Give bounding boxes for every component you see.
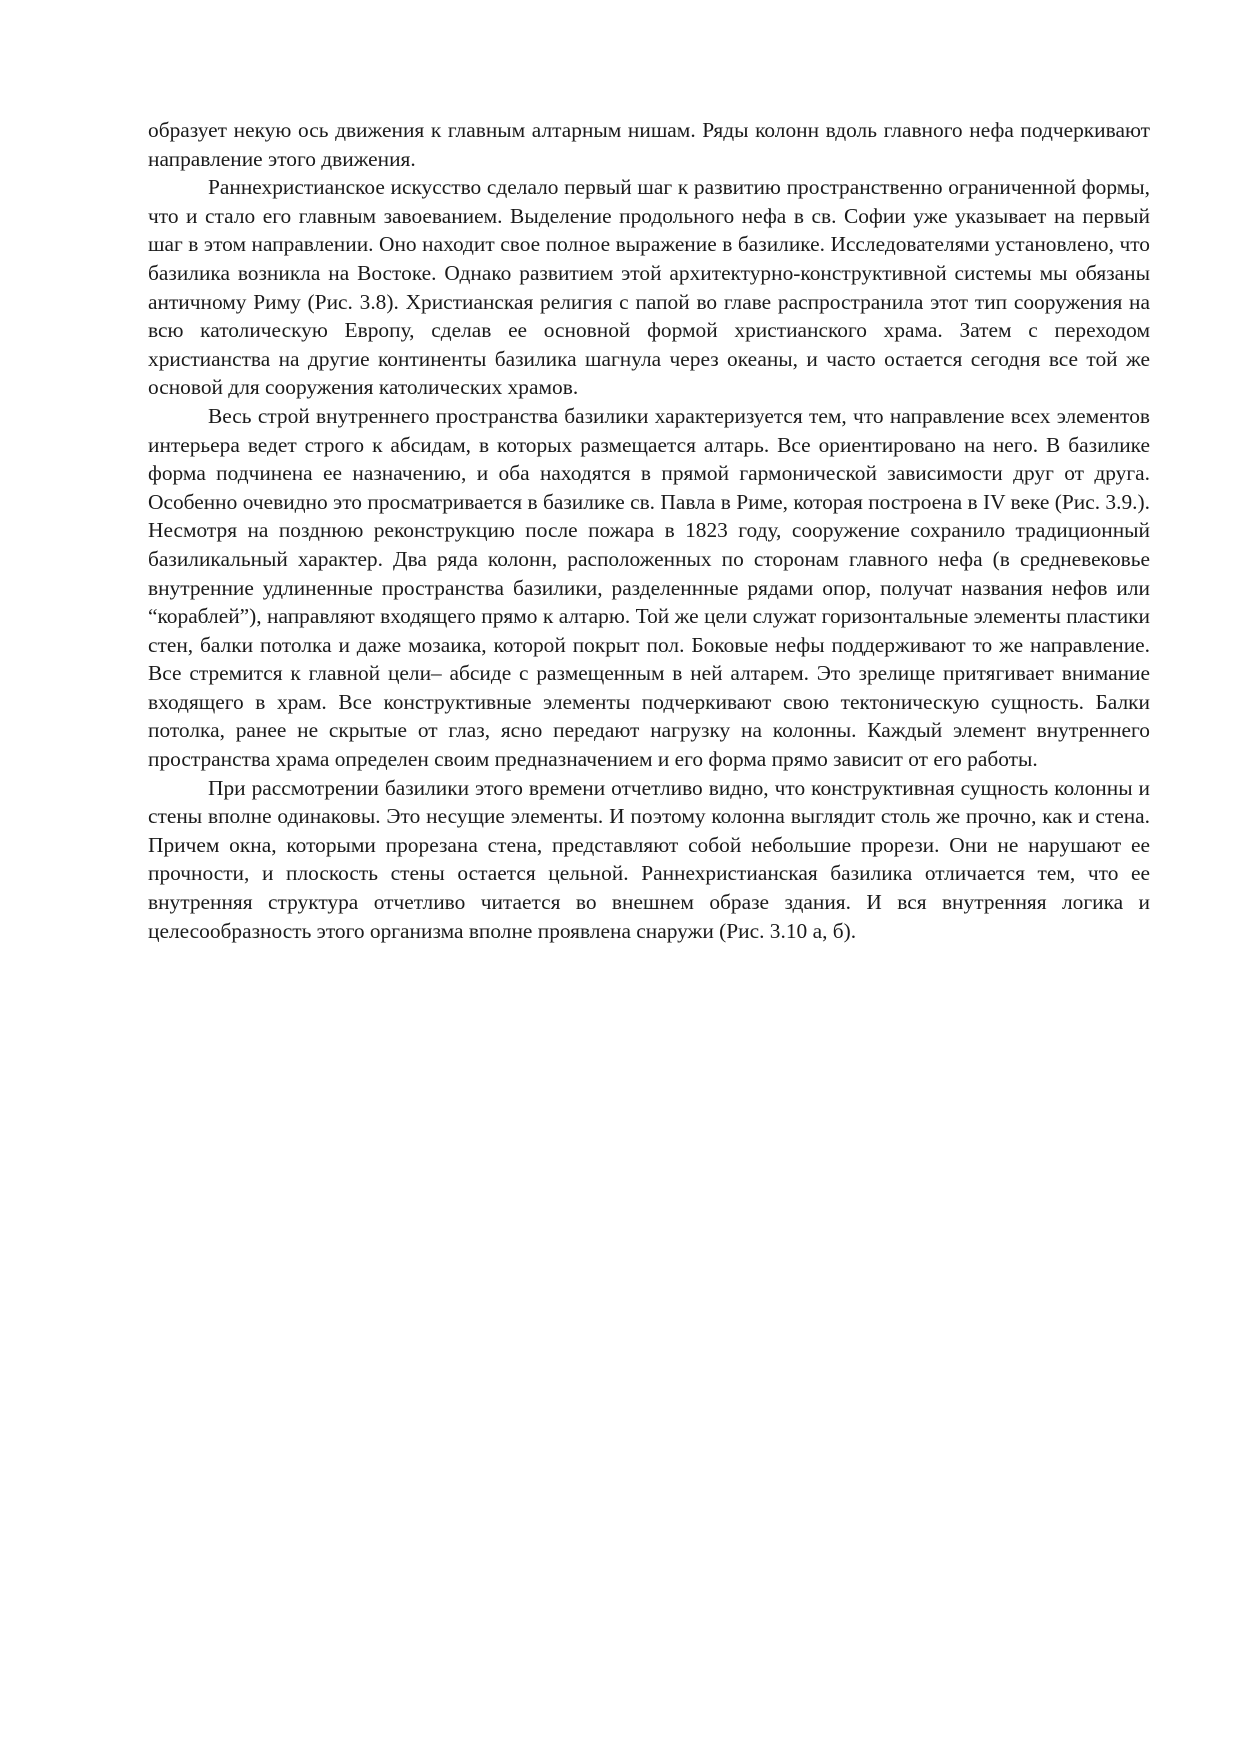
paragraph-column-and-wall: При рассмотрении базилики этого времени отчетливо видно, что конструктивная сущность колонны и стены вполне одинаковы. Это несущие элементы. И поэтому колонна выглядит столь же прочно, как и стена. Причем окна, которыми прорезана стена, представляют собой небольшие прорези. Они не нарушают ее прочности, и плоскость стены остается цельной. Раннехристианская базилика отличается тем, что ее внутренняя структура отчетливо читается во внешнем образе здания. И вся внутренняя логика и целесообразность этого организма вполне проявлена снаружи (Рис. 3.10 а, б). (148, 775, 1150, 943)
paragraph-early-christian-art: Раннехристианское искусство сделало первый шаг к развитию пространственно ограниченной формы, что и стало его главным завоеванием. Выделение продольного нефа в св. Софии уже указывает на первый шаг в этом направлении. Оно находит свое полное выражение в базилике. Исследователями установлено, что базилика возникла на Востоке. Однако развитием этой архитектурно-конструктивной системы мы обязаны античному Риму (Рис. 3.8). Христианская религия с папой во главе распространила этот тип сооружения на всю католическую Европу, сделав ее основной формой христианского храма. Затем с переходом христианства на другие континенты базилика шагнула через океаны, и часто остается сегодня все той же основой для сооружения католических храмов. (148, 175, 1150, 400)
paragraph-continuation: образует некую ось движения к главным алтарным нишам. Ряды колонн вдоль главного нефа подчеркивают направление этого движения. (148, 118, 1150, 171)
document-page (148, 116, 1150, 945)
paragraph-basilica-interior: Весь строй внутреннего пространства базилики характеризуется тем, что направление всех элементов интерьера ведет строго к абсидам, в которых размещается алтарь. Все ориентировано на него. В базилике форма подчинена ее назначению, и оба находятся в прямой гармонической зависимости друг от друга. Особенно очевидно это просматривается в базилике св. Павла в Риме, которая построена в IV веке (Рис. 3.9.). Несмотря на позднюю реконструкцию после пожара в 1823 году, сооружение сохранило традиционный базиликальный характер. Два ряда колонн, расположенных по сторонам главного нефа (в средневековье внутренние удлиненные пространства базилики, разделеннные рядами опор, получат названия нефов или “кораблей”), направляют входящего прямо к алтарю. Той же цели служат горизонтальные элементы пластики стен, балки потолка и даже мозаика, которой покрыт пол. Боковые нефы поддерживают то же направление. Все стремится к главной цели– абсиде с размещенным в ней алтарем. Это зрелище притягивает внимание входящего в храм. Все конструктивные элементы подчеркивают свою тектоническую сущность. Балки потолка, ранее не скрытые от глаз, ясно передают нагрузку на колонны. Каждый элемент внутреннего пространства храма определен своим предназначением и его форма прямо зависит от его работы. (148, 403, 1150, 772)
